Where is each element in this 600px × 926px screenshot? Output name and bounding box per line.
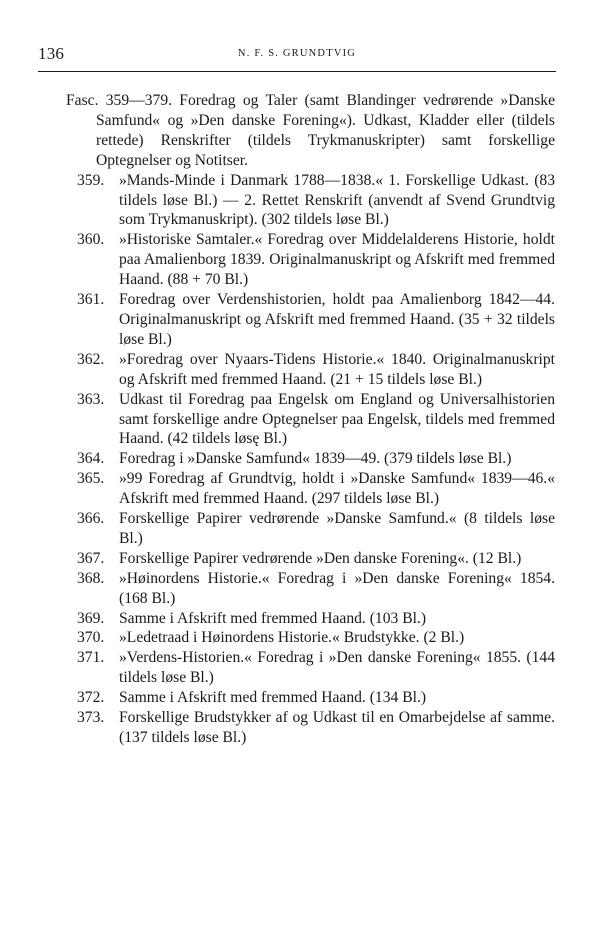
entry-text: Forskellige Brudstykker af og Udkast til en Omarbejdelse af samme. (137 tildels løse Bl.)	[119, 709, 555, 746]
entry-number: 371.	[77, 649, 105, 667]
entry-367	[66, 549, 555, 569]
entry-number: 373.	[77, 709, 105, 727]
entry-number: 370.	[77, 629, 105, 647]
entry-number: 368.	[77, 569, 105, 587]
entry-368	[66, 569, 555, 609]
entry-number: 366.	[77, 510, 105, 528]
entry-361	[66, 290, 555, 350]
entry-number: 367.	[77, 549, 105, 567]
entry-362	[66, 350, 555, 390]
entry-number: 369.	[77, 609, 105, 627]
entry-360	[66, 230, 555, 290]
entry-number: 360.	[77, 231, 105, 249]
entry-number: 364.	[77, 450, 105, 468]
entry-369	[66, 609, 555, 629]
entry-372	[66, 688, 555, 708]
entry-370	[66, 628, 555, 648]
entry-text: »Ledetraad i Høinordens Historie.« Brudstykke. (2 Bl.)	[119, 629, 465, 647]
entry-number: 362.	[77, 350, 105, 368]
running-title: N. F. S. GRUNDTVIG	[237, 48, 357, 59]
entry-text: »Høinordens Historie.« Foredrag i »Den danske Forening« 1854. (168 Bl.)	[119, 569, 555, 607]
header-rule	[38, 71, 556, 72]
entry-text: Udkast til Foredrag paa Engelsk om England og Universalhistorien samt forskellige andre Optegnelser paa Engelsk, tildels med fremmed Haand. (42 tildels løsę Bl.)	[119, 390, 555, 448]
entry-text: Foredrag over Verdenshistorien, holdt paa Amalienborg 1842—44. Originalmanuskript og Afskrift med fremmed Haand. (35 + 32 tildels løse Bl.)	[119, 291, 555, 348]
entry-text: Forskellige Papirer vedrørende »Den danske Forening«. (12 Bl.)	[119, 549, 522, 567]
entry-text: Samme i Afskrift med fremmed Haand. (134 Bl.)	[119, 689, 427, 707]
entry-373	[66, 708, 555, 748]
page-number: 136	[38, 44, 65, 63]
entry-number: 363.	[77, 390, 105, 408]
entry-364	[66, 449, 555, 469]
entry-number: 361.	[77, 291, 105, 309]
entry-text: »Historiske Samtaler.« Foredrag over Middelalderens Historie, holdt paa Amalienborg 1839. Originalmanuskript og Afskrift med fremmed Haand. (88 + 70 Bl.)	[119, 231, 555, 289]
entry-text: Foredrag i »Danske Samfund« 1839—49. (379 tildels løse Bl.)	[119, 450, 512, 468]
body-text	[66, 91, 555, 748]
entry-number: 365.	[77, 470, 105, 488]
entry-359	[66, 171, 555, 231]
entry-363	[66, 390, 555, 450]
entry-365	[66, 469, 555, 509]
entry-text: Samme i Afskrift med fremmed Haand. (103 Bl.)	[119, 609, 427, 627]
entry-366	[66, 509, 555, 549]
entry-371	[66, 648, 555, 688]
entry-text: »99 Foredrag af Grundtvig, holdt i »Danske Samfund« 1839—46.« Afskrift med fremmed Haand. (297 tildels løse Bl.)	[119, 470, 555, 508]
running-head	[38, 44, 556, 66]
entry-text: Forskellige Papirer vedrørende »Danske Samfund.« (8 tildels løse Bl.)	[119, 510, 555, 547]
entry-text: »Mands-Minde i Danmark 1788—1838.« 1. Forskellige Udkast. (83 tildels løse Bl.) — 2. Rettet Renskrift (anvendt af Svend Grundtvig som Trykmanuskript). (302 tildels løse Bl.)	[119, 171, 555, 229]
entry-number: 359.	[77, 171, 105, 189]
entry-text: »Verdens-Historien.« Foredrag i »Den danske Forening« 1855. (144 tildels løse Bl.)	[119, 649, 555, 687]
fascicle-heading: Fasc. 359—379. Foredrag og Taler (samt Blandinger vedrørende »Danske Samfund« og »Den danske Forening«). Udkast, Kladder eller (tildels rettede) Renskrifter (tildels Trykmanuskripter) samt forskellige Optegnelser og Notitser.	[66, 92, 555, 169]
entry-number: 372.	[77, 689, 105, 707]
entry-text: »Foredrag over Nyaars-Tidens Historie.« 1840. Originalmanuskript og Afskrift med fremmed Haand. (21 + 15 tildels løse Bl.)	[119, 350, 555, 388]
